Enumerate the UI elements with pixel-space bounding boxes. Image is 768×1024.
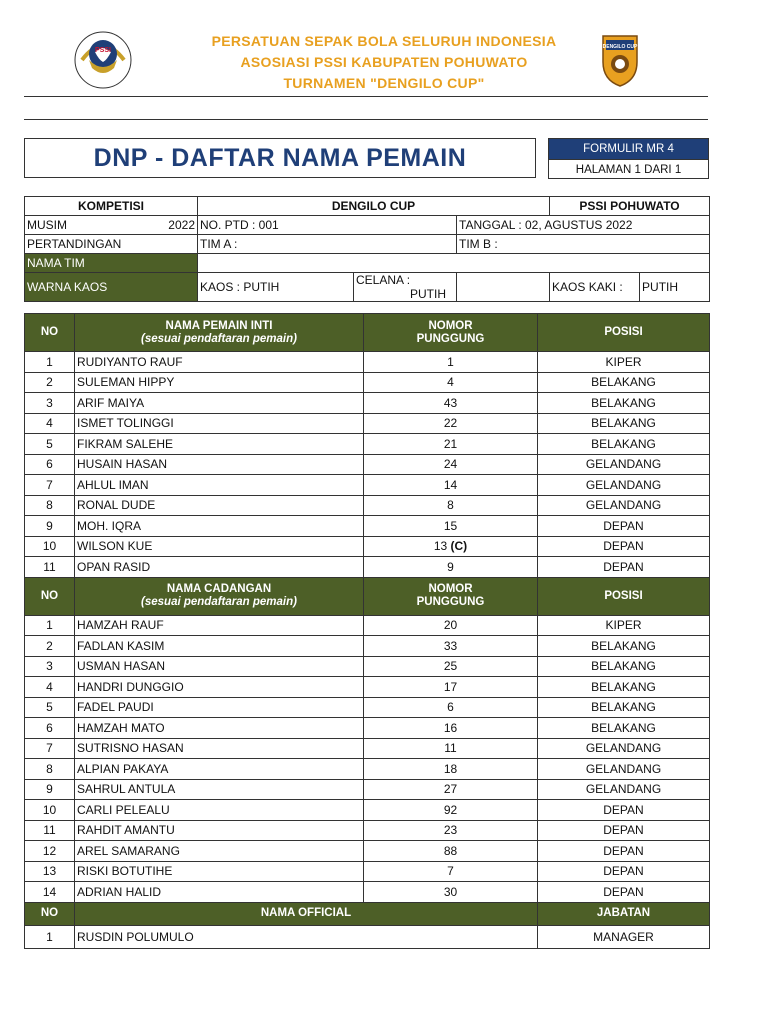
header-divider <box>24 96 708 97</box>
player-name: RISKI BOTUTIHE <box>75 861 364 882</box>
player-position: GELANDANG <box>538 759 710 780</box>
player-position: DEPAN <box>538 820 710 841</box>
jersey-number <box>364 615 538 636</box>
row-number: 11 <box>25 557 75 578</box>
player-position: BELAKANG <box>538 636 710 657</box>
player-position: GELANDANG <box>538 475 710 496</box>
jersey-number-value: 13 <box>433 539 448 554</box>
header-federation: PERSATUAN SEPAK BOLA SELURUH INDONESIA <box>211 33 557 49</box>
col-role: JABATAN <box>538 902 710 925</box>
official-name: RUSDIN POLUMULO <box>75 925 538 948</box>
col-number <box>364 314 538 352</box>
row-number: 1 <box>25 615 75 636</box>
player-position: GELANDANG <box>538 495 710 516</box>
player-position: BELAKANG <box>538 413 710 434</box>
starter-row <box>25 557 710 578</box>
jersey-number-value: 4 <box>447 375 454 390</box>
player-name: OPAN RASID <box>75 557 364 578</box>
match-date: TANGGAL : 02, AGUSTUS 2022 <box>457 216 710 235</box>
kompetisi-label: KOMPETISI <box>25 197 198 216</box>
player-position: DEPAN <box>538 557 710 578</box>
jersey-number <box>364 882 538 903</box>
musim-label: MUSIM <box>27 218 67 232</box>
row-number: 5 <box>25 697 75 718</box>
player-name: HANDRI DUNGGIO <box>75 677 364 698</box>
player-name: RONAL DUDE <box>75 495 364 516</box>
jersey-number <box>364 677 538 698</box>
player-name: FADLAN KASIM <box>75 636 364 657</box>
jersey-number-value: 16 <box>443 720 458 735</box>
pssi-logo-text: PSSI <box>95 47 111 54</box>
starters-header <box>25 314 710 352</box>
officials-header <box>25 902 710 925</box>
jersey-number <box>364 393 538 414</box>
row-number: 12 <box>25 841 75 862</box>
jersey-number-value: 9 <box>447 559 454 574</box>
player-position: KIPER <box>538 615 710 636</box>
player-name: ARIF MAIYA <box>75 393 364 414</box>
player-name: RAHDIT AMANTU <box>75 820 364 841</box>
player-position: DEPAN <box>538 861 710 882</box>
jersey-number-value: 88 <box>443 843 458 858</box>
player-position: BELAKANG <box>538 697 710 718</box>
warna-kaos-label: WARNA KAOS <box>25 273 198 302</box>
substitute-row <box>25 738 710 759</box>
starter-row <box>25 495 710 516</box>
substitute-row <box>25 656 710 677</box>
jersey-number-value: 17 <box>443 679 458 694</box>
jersey-number-value: 27 <box>443 782 458 797</box>
kaos-kaki-value: PUTIH <box>640 273 710 302</box>
row-number: 10 <box>25 536 75 557</box>
substitute-row <box>25 800 710 821</box>
form-code-box <box>548 138 709 179</box>
row-number: 7 <box>25 475 75 496</box>
starter-row <box>25 475 710 496</box>
row-number: 8 <box>25 495 75 516</box>
substitute-row <box>25 882 710 903</box>
player-name: CARLI PELEALU <box>75 800 364 821</box>
player-name: HAMZAH RAUF <box>75 615 364 636</box>
header-divider-2 <box>24 119 708 120</box>
jersey-number <box>364 820 538 841</box>
celana-value: PUTIH <box>410 287 446 301</box>
header-tournament: TURNAMEN "DENGILO CUP" <box>283 75 485 91</box>
player-position: BELAKANG <box>538 677 710 698</box>
team-name: PSSI POHUWATO <box>550 197 710 216</box>
player-name: AHLUL IMAN <box>75 475 364 496</box>
jersey-number <box>364 779 538 800</box>
starter-row <box>25 454 710 475</box>
musim-cell <box>25 216 198 235</box>
jersey-number-value: 23 <box>443 823 458 838</box>
jersey-number-value: 24 <box>443 457 458 472</box>
player-position: DEPAN <box>538 800 710 821</box>
jersey-number-value: 11 <box>444 741 457 756</box>
starter-row <box>25 434 710 455</box>
jersey-number-value: 1 <box>447 354 454 369</box>
substitute-row <box>25 636 710 657</box>
jersey-number <box>364 861 538 882</box>
captain-badge: (C) <box>450 539 468 554</box>
nama-tim-value <box>198 254 710 273</box>
row-number: 1 <box>25 925 75 948</box>
player-name: SULEMAN HIPPY <box>75 372 364 393</box>
jersey-number <box>364 475 538 496</box>
ptd-number: NO. PTD : 001 <box>198 216 457 235</box>
jersey-number-value: 15 <box>443 518 458 533</box>
starter-row <box>25 516 710 537</box>
jersey-number <box>364 536 538 557</box>
dengilo-logo-text: DENGILO CUP <box>602 44 638 50</box>
player-name: WILSON KUE <box>75 536 364 557</box>
jersey-number <box>364 454 538 475</box>
col-position: POSISI <box>538 314 710 352</box>
jersey-number <box>364 372 538 393</box>
row-number: 9 <box>25 779 75 800</box>
col-sub-name <box>75 577 364 615</box>
row-number: 6 <box>25 718 75 739</box>
player-name: ISMET TOLINGGI <box>75 413 364 434</box>
jersey-number-value: 7 <box>447 864 454 879</box>
player-position: KIPER <box>538 352 710 373</box>
row-number: 10 <box>25 800 75 821</box>
row-number: 13 <box>25 861 75 882</box>
jersey-number <box>364 413 538 434</box>
jersey-number-value: 8 <box>447 498 454 513</box>
player-position: BELAKANG <box>538 656 710 677</box>
col-no: NO <box>25 902 75 925</box>
sub-name-heading: NAMA CADANGAN <box>166 583 272 595</box>
row-number: 14 <box>25 882 75 903</box>
jersey-number-value: 18 <box>443 761 458 776</box>
col-position: POSISI <box>538 577 710 615</box>
substitute-row <box>25 779 710 800</box>
player-name: HUSAIN HASAN <box>75 454 364 475</box>
jersey-number <box>364 718 538 739</box>
player-position: DEPAN <box>538 516 710 537</box>
row-number: 4 <box>25 413 75 434</box>
number-heading-1: NOMOR <box>428 319 473 332</box>
col-official-name: NAMA OFFICIAL <box>75 902 538 925</box>
player-name: FIKRAM SALEHE <box>75 434 364 455</box>
dengilo-cup-logo <box>597 32 643 88</box>
substitute-row <box>25 615 710 636</box>
sub-name-note: (sesuai pendaftaran pemain) <box>141 596 297 608</box>
starter-name-heading: NAMA PEMAIN INTI <box>165 319 273 332</box>
starter-row <box>25 352 710 373</box>
starter-row <box>25 393 710 414</box>
jersey-number <box>364 697 538 718</box>
row-number: 3 <box>25 393 75 414</box>
jersey-number-value: 43 <box>443 395 458 410</box>
substitute-row <box>25 861 710 882</box>
starter-row <box>25 536 710 557</box>
row-number: 1 <box>25 352 75 373</box>
row-number: 7 <box>25 738 75 759</box>
title-box <box>24 138 536 178</box>
player-name: AREL SAMARANG <box>75 841 364 862</box>
number-heading-1: NOMOR <box>428 583 473 595</box>
player-name: FADEL PAUDI <box>75 697 364 718</box>
subs-header <box>25 577 710 615</box>
match-info-table <box>24 196 710 302</box>
substitute-row <box>25 677 710 698</box>
musim-value: 2022 <box>168 218 195 232</box>
starter-row <box>25 413 710 434</box>
page-indicator: HALAMAN 1 DARI 1 <box>575 163 682 176</box>
starter-name-note: (sesuai pendaftaran pemain) <box>141 332 297 345</box>
jersey-number-value: 92 <box>443 802 458 817</box>
jersey-number-value: 25 <box>443 659 458 674</box>
row-number: 5 <box>25 434 75 455</box>
player-position: DEPAN <box>538 536 710 557</box>
player-name: ADRIAN HALID <box>75 882 364 903</box>
player-name: ALPIAN PAKAYA <box>75 759 364 780</box>
substitute-row <box>25 718 710 739</box>
player-position: GELANDANG <box>538 738 710 759</box>
col-starter-name <box>75 314 364 352</box>
col-no: NO <box>25 577 75 615</box>
jersey-number <box>364 495 538 516</box>
player-name: SUTRISNO HASAN <box>75 738 364 759</box>
starter-row <box>25 372 710 393</box>
number-heading-2: PUNGGUNG <box>416 332 485 345</box>
player-name: RUDIYANTO RAUF <box>75 352 364 373</box>
player-position: GELANDANG <box>538 454 710 475</box>
tim-b: TIM B : <box>457 235 710 254</box>
substitute-row <box>25 759 710 780</box>
nama-tim-label: NAMA TIM <box>25 254 198 273</box>
header-association: ASOSIASI PSSI KABUPATEN POHUWATO <box>240 54 528 70</box>
jersey-number <box>364 656 538 677</box>
row-number: 8 <box>25 759 75 780</box>
substitute-row <box>25 697 710 718</box>
jersey-number <box>364 800 538 821</box>
jersey-number-value: 20 <box>443 618 458 633</box>
jersey-number <box>364 434 538 455</box>
player-position: BELAKANG <box>538 718 710 739</box>
jersey-number-value: 14 <box>443 477 458 492</box>
jersey-number <box>364 516 538 537</box>
substitute-row <box>25 841 710 862</box>
player-position: GELANDANG <box>538 779 710 800</box>
player-position: DEPAN <box>538 841 710 862</box>
row-number: 6 <box>25 454 75 475</box>
jersey-number <box>364 557 538 578</box>
player-position: BELAKANG <box>538 393 710 414</box>
jersey-number-value: 6 <box>447 700 454 715</box>
row-number: 4 <box>25 677 75 698</box>
pertandingan-label: PERTANDINGAN <box>25 235 198 254</box>
player-name: SAHRUL ANTULA <box>75 779 364 800</box>
player-name: HAMZAH MATO <box>75 718 364 739</box>
official-row <box>25 925 710 948</box>
spacer-cell <box>457 273 550 302</box>
player-position: DEPAN <box>538 882 710 903</box>
number-heading-2: PUNGGUNG <box>416 596 485 608</box>
page-title: DNP - DAFTAR NAMA PEMAIN <box>93 143 467 172</box>
jersey-number <box>364 738 538 759</box>
player-name: USMAN HASAN <box>75 656 364 677</box>
jersey-number <box>364 759 538 780</box>
player-position: BELAKANG <box>538 372 710 393</box>
jersey-number-value: 33 <box>443 638 458 653</box>
jersey-number-value: 22 <box>443 416 458 431</box>
substitute-row <box>25 820 710 841</box>
kaos-kaki-label: KAOS KAKI : <box>550 273 640 302</box>
player-position: BELAKANG <box>538 434 710 455</box>
jersey-number <box>364 352 538 373</box>
player-list-table <box>24 313 710 949</box>
col-number <box>364 577 538 615</box>
row-number: 2 <box>25 372 75 393</box>
player-name: MOH. IQRA <box>75 516 364 537</box>
row-number: 11 <box>25 820 75 841</box>
jersey-number-value: 21 <box>443 436 458 451</box>
jersey-number <box>364 841 538 862</box>
col-no: NO <box>25 314 75 352</box>
celana-label: CELANA : <box>356 273 411 287</box>
row-number: 2 <box>25 636 75 657</box>
pssi-logo <box>62 30 144 94</box>
kaos-value: KAOS : PUTIH <box>198 273 354 302</box>
celana-cell <box>354 273 457 302</box>
jersey-number-value: 30 <box>443 884 458 899</box>
kompetisi-value: DENGILO CUP <box>198 197 550 216</box>
jersey-number <box>364 636 538 657</box>
row-number: 3 <box>25 656 75 677</box>
row-number: 9 <box>25 516 75 537</box>
official-role: MANAGER <box>538 925 710 948</box>
tim-a: TIM A : <box>198 235 457 254</box>
form-code: FORMULIR MR 4 <box>549 139 708 160</box>
